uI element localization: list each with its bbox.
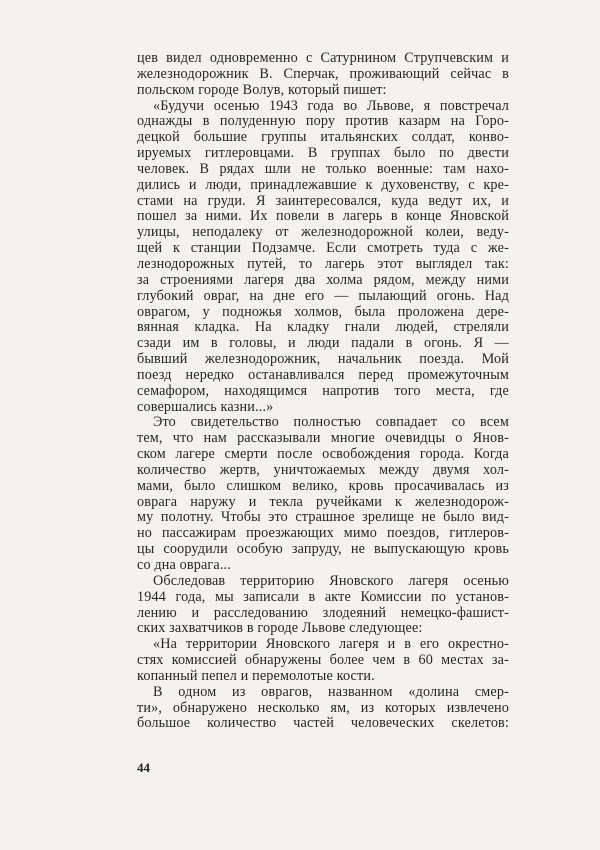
book-page-text [137, 51, 509, 732]
text-line: децкой большие группы итальянских солдат, конво- [137, 129, 509, 146]
text-line: бывший железнодорожник, начальник поезда. Мой [137, 351, 509, 368]
text-line: лению и расследованию злодеяний немецко-фашист- [137, 604, 509, 621]
text-line: му полотну. Чтобы это страшное зрелище не было вид- [137, 509, 509, 526]
text-line: но пассажирам проезжающих мимо поездов, гитлеров- [137, 525, 509, 542]
text-line: стях комиссией обнаружены более чем в 60 местах за- [137, 652, 509, 669]
text-line: польском городе Волув, который пишет: [137, 81, 387, 98]
text-line: 1944 года, мы записали в акте Комиссии по установ- [137, 588, 509, 605]
text-line: оврага наружу и текла ручейками к железнодорож- [137, 493, 509, 510]
text-line: совершались казни...» [137, 398, 274, 415]
text-line: семафором, находящимся напротив того места, где [137, 382, 509, 399]
text-line: человек. В рядах шли не только военные: там нахо- [137, 160, 509, 177]
text-line: ском лагере смерти после освобождения города. Когда [137, 446, 509, 463]
text-line: ти», обнаружено несколько ям, из которых извлечено [137, 699, 509, 716]
text-line: «Будучи осенью 1943 года во Львове, я повстречал [153, 97, 509, 114]
text-line: щей к станции Подзамче. Если смотреть туда с же- [137, 240, 509, 257]
text-line: Обследовав территорию Яновского лагеря осенью [153, 572, 509, 589]
text-line: мами, было слишком велико, кровь просачивалась из [137, 477, 509, 494]
page-number: 44 [137, 760, 150, 775]
text-line: цев видел одновременно с Сатурнином Струпчевским и [137, 50, 509, 66]
text-line: В одном из оврагов, названном «долина смер- [153, 683, 509, 700]
text-line: железнодорожник В. Сперчак, проживающий сейчас в [137, 65, 509, 82]
text-line: Это свидетельство полностью совпадает со всем [153, 414, 509, 431]
text-line: ируемых гитлеровцами. В группах было по двести [137, 145, 509, 162]
text-line: за строениями лагеря два холма рядом, между ними [137, 271, 509, 288]
text-line: количество жертв, уничтожаемых между двумя хол- [137, 461, 509, 478]
text-line: стами на груди. Я заинтересовался, куда ведут их, и [137, 192, 509, 209]
text-line: однажды в полуденную пору против казарм на Горо- [137, 113, 509, 130]
text-line: лезнодорожных путей, то лагерь этот выглядел так: [137, 255, 509, 272]
text-line: пошел за ними. Их повели в лагерь в конце Яновской [137, 208, 509, 225]
text-line: тем, что нам рассказывали многие очевидцы о Янов- [137, 430, 509, 447]
text-line: копанный пепел и перемолотые кости. [137, 667, 375, 684]
text-line: поезд нередко останавливался перед промежуточным [137, 366, 509, 383]
text-line: глубокий овраг, на дне его — пылающий огонь. Над [137, 287, 509, 304]
text-line: дились и люди, принадлежавшие к духовенству, с кре- [137, 176, 509, 193]
text-line: со дна оврага... [137, 557, 231, 573]
text-line: улицы, неподалеку от железнодорожной колеи, веду- [137, 224, 509, 241]
text-line: большое количество частей человеческих скелетов: [137, 715, 509, 732]
text-line: сзади им в головы, и люди падали в огонь. Я — [137, 335, 509, 352]
text-line: оврагом, у подножья холмов, была проложена дере- [137, 303, 509, 320]
text-line: «На территории Яновского лагеря и в его окрестно- [153, 636, 509, 653]
text-line: ских захватчиков в городе Львове следующее: [137, 620, 423, 637]
text-line: вянная кладка. На кладку гнали людей, стреляли [137, 319, 509, 336]
text-line: цы соорудили особую запруду, не выпускающую кровь [137, 541, 509, 558]
